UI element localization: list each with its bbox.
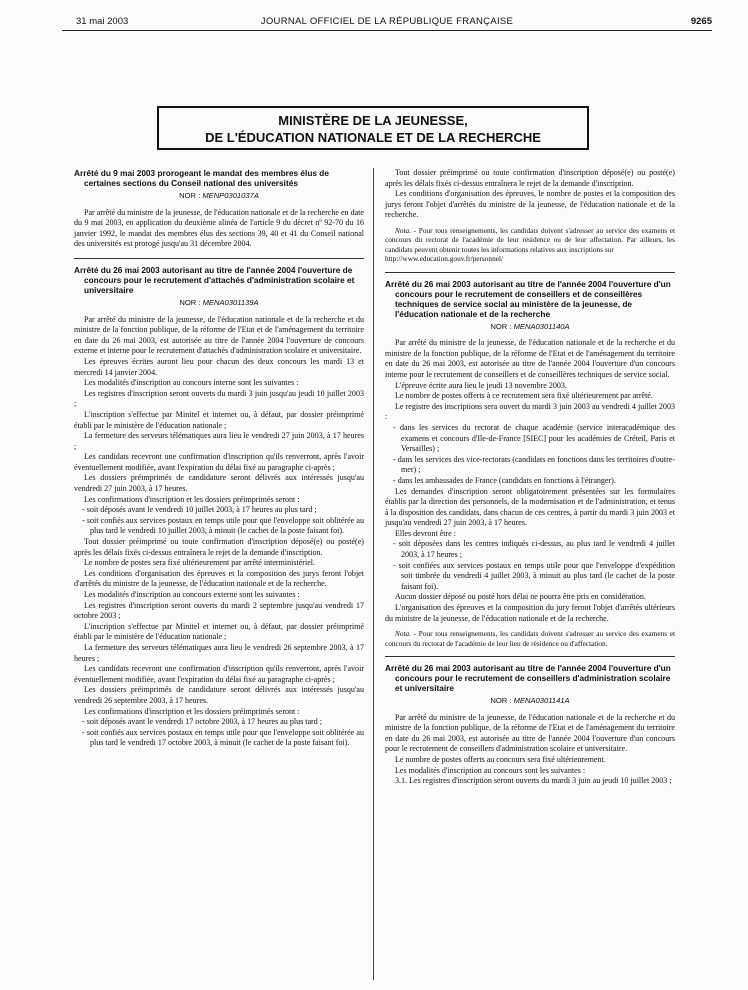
paragraph: Les candidats recevront une confirmation d'inscription qu'ils renverront, après l'avoir éventuellement modifiée, avant l'expiration du délai fixé au paragraphe ci-après ; <box>74 452 364 472</box>
paragraph: Elles devront être : <box>395 528 456 538</box>
ministry-title-box <box>157 106 589 150</box>
paragraph: Les épreuves écrites auront lieu pour chacun des deux concours les mardi 13 et mercredi 14 janvier 2004. <box>74 356 364 377</box>
decree-continuation <box>385 168 675 264</box>
paragraph: Les modalités d'inscription au concours interne sont les suivantes : <box>84 378 299 388</box>
dash-item: - dans les services du rectorat de chaque académie (service interacadémique des examens et concours d'Ile-de-France [SIEC] pour les académies de Créteil, Paris et Versailles) ; <box>393 422 675 454</box>
paragraph: Aucun dossier déposé ou posté hors délai ne pourra être pris en considération. <box>395 592 646 602</box>
dash-item: - soit confiés aux services postaux en temps utile pour que l'enveloppe soit oblitérée au plus tard le vendredi 17 octobre 2003, à minuit (le cachet de la poste faisant foi). <box>82 727 364 748</box>
paragraph: Tout dossier préimprimé ou toute confirmation d'inscription déposé(e) ou posté(e) après les délais fixés ci-dessus entraînera le rejet de la demande d'inscription. <box>74 537 364 557</box>
decree-section <box>385 279 675 648</box>
paragraph: Les confirmations d'inscription et les dossiers préimprimés seront : <box>84 706 300 716</box>
decree-title: Arrêté du 9 mai 2003 prorogeant le mandat des membres élus de certaines sections du Conseil national des universités <box>74 168 329 188</box>
paragraph: Les candidats recevront une confirmation d'inscription qu'ils renverront, après l'avoir éventuellement modifiée, avant l'expiration du délai fixé au paragraphe ci-après ; <box>74 664 364 684</box>
decree-title: Arrêté du 26 mai 2003 autorisant au titre de l'année 2004 l'ouverture d'un concours pour le recrutement de conseillers d'administration scolaire et universitaire <box>385 663 671 694</box>
dash-item: - soit confiés aux services postaux en temps utile pour que l'enveloppe soit oblitérée au plus tard le vendredi 10 juillet 2003, à minuit (le cachet de la poste faisant foi). <box>82 515 364 536</box>
header-title: JOURNAL OFFICIEL DE LA RÉPUBLIQUE FRANÇAISE <box>260 16 514 27</box>
paragraph: Par arrêté du ministre de la jeunesse, de l'éducation nationale et de la recherche en date du 9 mai 2003, en application du deuxième alinéa de l'article 9 du décret nº 92-70 du 16 janvier 1992, le mandat des membres élus des sections 39, 40 et 41 du Conseil national des universités est prorogé jusqu'au 31 décembre 2004. <box>74 207 364 249</box>
decree-section <box>74 168 364 250</box>
column-divider <box>373 168 374 980</box>
decree-section <box>74 265 364 749</box>
paragraph: Les dossiers préimprimés de candidature seront délivrés aux intéressés jusqu'au vendredi 27 juin 2003, à 17 heures. <box>74 473 364 494</box>
paragraph: L'épreuve écrite aura lieu le jeudi 13 novembre 2003. <box>395 380 567 390</box>
paragraph: Les demandes d'inscription seront obligatoirement présentées sur les formulaires établis par la direction des personnels, de la modernisation et de l'administration, et tenus à la disposition des candidats, dans chacun de ces centres, à partir du mardi 3 juin 2003 et jusqu'au vendredi 27 juin 2003, à 17 heures. <box>385 486 675 528</box>
paragraph: Les conditions d'organisation des épreuves et la composition des jurys feront l'objet d'arrêtés du ministre de la jeunesse, de l'éducation nationale et de la recherche. <box>74 568 364 589</box>
section-separator <box>385 272 675 273</box>
paragraph: L'inscription s'effectue par Minitel et internet ou, à défaut, par dossier préimprimé établi par le ministère de l'éducation nationale ; <box>74 621 364 642</box>
nor-prefix: NOR : <box>179 191 203 200</box>
nor-reference <box>74 191 364 202</box>
paragraph: Par arrêté du ministre de la jeunesse, de l'éducation nationale et de la recherche et du ministre de la fonction publique, de la réforme de l'Etat et de l'aménagement du territoire en date du 26 mai 2003, est autorisée au titre de l'année 2004 l'ouverture de concours externe et interne pour le recrutement d'attachés d'administration scolaire et universitaire. <box>74 314 364 356</box>
nota-note <box>385 629 675 648</box>
nor-reference <box>385 322 675 333</box>
nor-prefix: NOR : <box>179 297 203 307</box>
dash-item: - soit déposés avant le vendredi 17 octobre 2003, à 17 heures au plus tard ; <box>82 717 322 727</box>
paragraph: La fermeture des serveurs télématiques aura lieu le vendredi 26 septembre 2003, à 17 heures ; <box>74 642 364 663</box>
nor-prefix: NOR : <box>490 696 514 706</box>
right-column <box>385 168 675 795</box>
nor-code: MENA0301139A <box>202 297 259 307</box>
nota-label: Nota. <box>395 225 412 235</box>
paragraph: Par arrêté du ministre de la jeunesse, de l'éducation nationale et de la recherche et du ministre de la fonction publique, de la réforme de l'Etat et de l'aménagement du territoire en date du 26 mai 2003, est autorisée au titre de l'année 2004 l'ouverture d'un concours interne pour le recrutement de conseillers et de conseillères techniques de service social. <box>385 338 675 379</box>
nota-note <box>385 226 675 264</box>
dash-item: - soit déposées dans les centres indiqués ci-dessus, au plus tard le vendredi 4 juillet 2003, à 17 heures ; <box>393 539 675 560</box>
nota-text: - Pour tous renseignements, les candidats doivent s'adresser au service des examens et concours du rectorat de l'académie de leur résidence ou de leur affectation. Par ailleurs, les candidats peuvent obtenir toutes les informations relatives aux inscriptions sur <box>385 225 675 254</box>
paragraph: Les registres d'inscription seront ouverts du mardi 2 septembre jusqu'au vendredi 17 octobre 2003 ; <box>74 600 364 621</box>
dash-item: - dans les ambassades de France (candidats en fonctions à l'étranger). <box>393 475 616 485</box>
page-number: 9265 <box>690 16 712 27</box>
paragraph: Les confirmations d'inscription et les dossiers préimprimés seront : <box>84 494 300 504</box>
paragraph: Le nombre de postes offerts au concours sera fixé ultérieurement. <box>395 755 606 764</box>
paragraph: Le nombre de postes offerts à ce recrutement sera fixé ultérieurement par arrêté. <box>395 391 653 401</box>
decree-title: Arrêté du 26 mai 2003 autorisant au titre de l'année 2004 l'ouverture d'un concours pour le recrutement de conseillers et de conseillères techniques de service social au ministère de la jeunesse, de l'éducation nationale et de la recherche <box>385 278 671 319</box>
dash-item: - soit déposés avant le vendredi 10 juillet 2003, à 17 heures au plus tard ; <box>82 505 317 515</box>
decree-title: Arrêté du 26 mai 2003 autorisant au titre de l'année 2004 l'ouverture de concours pour le recrutement d'attachés d'administration scolaire et universitaire <box>74 264 355 295</box>
paragraph: Tout dossier préimprimé ou toute confirmation d'inscription déposé(e) ou posté(e) après les délais fixés ci-dessus entraînera le rejet de la demande d'inscription. <box>385 168 675 188</box>
paragraph: Le nombre de postes sera fixé ultérieurement par arrêté interministériel. <box>84 558 316 568</box>
ministry-line-2: DE L'ÉDUCATION NATIONALE ET DE LA RECHERCHE <box>205 130 541 145</box>
paragraph: Les modalités d'inscription au concours externe sont les suivantes : <box>84 590 300 599</box>
decree-section <box>385 663 675 787</box>
left-column <box>74 168 364 757</box>
nor-reference <box>385 696 675 707</box>
paragraph: L'inscription s'effectue par Minitel et internet ou, à défaut, par dossier préimprimé établi par le ministère de l'éducation nationale ; <box>74 409 364 430</box>
paragraph: L'organisation des épreuves et la composition du jury feront l'objet d'arrêtés ultérieurs du ministre de la jeunesse, de l'éducation nationale et de la recherche. <box>385 603 675 623</box>
nota-url: http://www.education.gouv.fr/personnel/ <box>385 254 504 264</box>
nota-label: Nota. <box>395 629 412 639</box>
paragraph: Les modalités d'inscription au concours sont les suivantes : <box>395 765 586 775</box>
paragraph: Les conditions d'organisation des épreuves, le nombre de postes et la composition des jurys feront l'objet d'arrêtés du ministre de la jeunesse, de l'éducation nationale et de la recherche. <box>385 189 675 220</box>
ministry-line-1: MINISTÈRE DE LA JEUNESSE, <box>278 113 468 128</box>
nor-prefix: NOR : <box>490 321 514 331</box>
paragraph: La fermeture des serveurs télématiques aura lieu le vendredi 27 juin 2003, à 17 heures ; <box>74 431 364 451</box>
nor-code: MENP0301037A <box>202 191 259 200</box>
dash-item: - dans les services des vice-rectorats (candidats en fonctions dans les territoires d'outre-mer) ; <box>393 454 675 475</box>
section-separator <box>74 258 364 259</box>
page-header <box>62 14 712 31</box>
paragraph: Les registres d'inscription seront ouverts du mardi 3 juin jusqu'au jeudi 10 juillet 2003 ; <box>74 388 364 409</box>
nor-code: MENA0301141A <box>513 696 570 706</box>
nota-text: - Pour tous renseignements, les candidats doivent s'adresser au service des examens et concours du rectorat de l'académie de leur lieu de résidence ou d'affectation. <box>385 629 675 648</box>
paragraph: 3.1. Les registres d'inscription seront ouverts du mardi 3 juin au jeudi 10 juillet 2003 ; <box>395 776 672 786</box>
nor-code: MENA0301140A <box>513 321 570 331</box>
section-separator <box>385 656 675 657</box>
paragraph: Les dossiers préimprimés de candidature seront délivrés aux intéressés jusqu'au vendredi 26 septembre 2003, à 17 heures. <box>74 685 364 705</box>
paragraph: Le registre des inscriptions sera ouvert du mardi 3 juin 2003 au vendredi 4 juillet 2003 : <box>385 401 675 422</box>
nor-reference <box>74 298 364 309</box>
header-date: 31 mai 2003 <box>76 16 129 27</box>
paragraph: Par arrêté du ministre de la jeunesse, de l'éducation nationale et de la recherche et du ministre de la fonction publique, de la réforme de l'Etat et de l'aménagement du territoire en date du 26 mai 2003, est autorisée au titre de l'année 2004 l'ouverture d'un concours pour le recrutement de conseillers d'administration scolaire et universitaire. <box>385 712 675 754</box>
dash-item: - soit confiées aux services postaux en temps utile pour que l'enveloppe d'expédition soit timbrée du vendredi 4 juillet 2003, à minuit au plus tard (le cachet de la poste faisant foi). <box>393 560 675 591</box>
